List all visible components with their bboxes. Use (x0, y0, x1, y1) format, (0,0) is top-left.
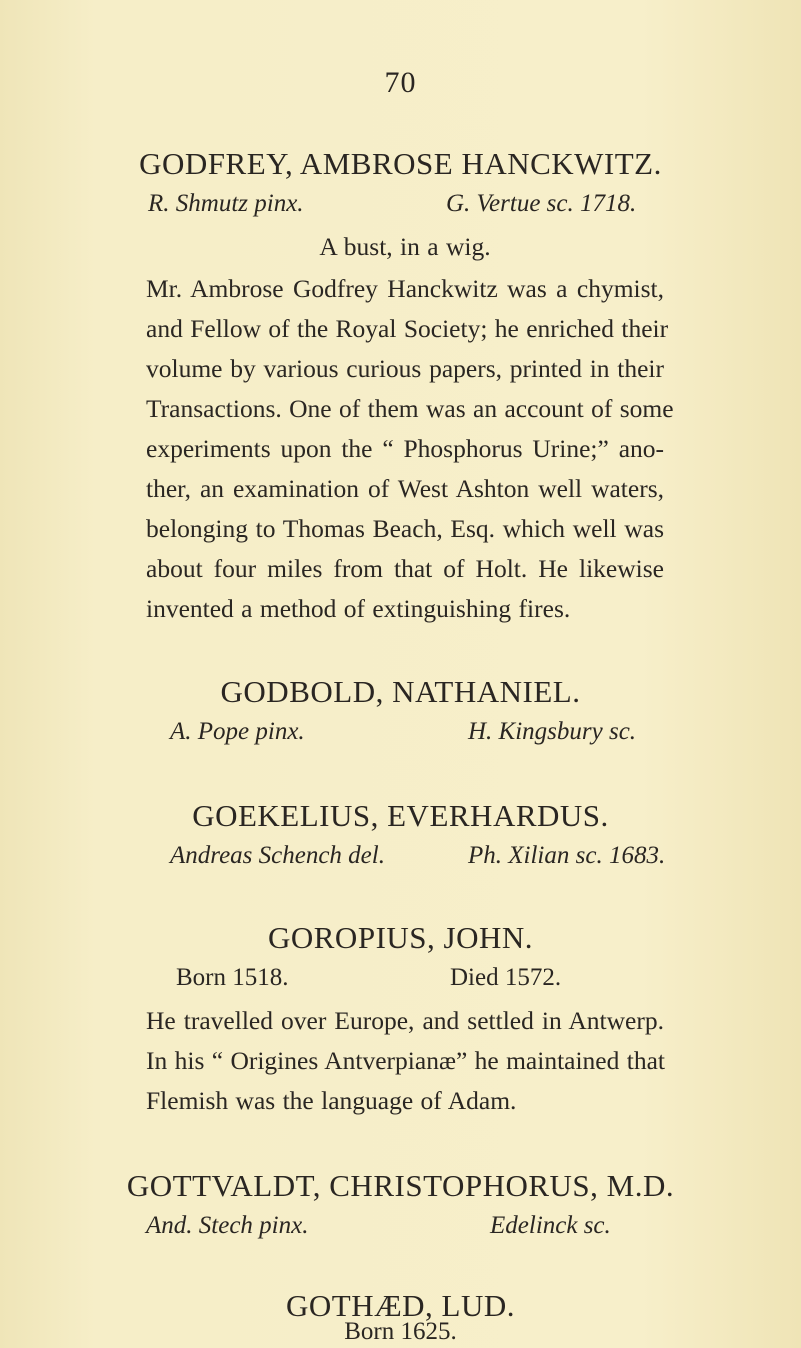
entry-heading-gothaed: GOTHÆD, LUD. (285, 1288, 515, 1323)
entry-credits-godfrey (148, 190, 668, 220)
entry-heading-gottvaldt: GOTTVALDT, CHRISTOPHORUS, M.D. (126, 1168, 675, 1203)
entry-dates-goropius (176, 964, 666, 994)
entry-text-line: In his “ Origines Antverpianæ” he maintained that (146, 1046, 665, 1075)
entry-text-line: ther, an examination of West Ashton well waters, (146, 474, 664, 503)
entry-text-line: volume by various curious papers, printed in their (146, 354, 664, 383)
painter-credit: Andreas Schench del. (170, 842, 385, 869)
entry-heading-godfrey: GODFREY, AMBROSE HANCKWITZ. (139, 146, 662, 181)
entry-text-line: Transactions. One of them was an account of some (146, 394, 674, 423)
engraver-credit: Edelinck sc. (490, 1212, 611, 1239)
entry-text-line: Mr. Ambrose Godfrey Hanckwitz was a chymist, (146, 274, 664, 303)
painter-credit: And. Stech pinx. (146, 1212, 309, 1239)
engraver-credit: G. Vertue sc. 1718. (446, 190, 637, 217)
painter-credit: R. Shmutz pinx. (148, 190, 304, 217)
entry-text-line: He travelled over Europe, and settled in Antwerp. (146, 1006, 664, 1035)
entry-credits-goekelius (170, 842, 670, 872)
entry-credits-gottvaldt (146, 1212, 676, 1242)
entry-text-line: Flemish was the language of Adam. (146, 1086, 517, 1115)
entry-heading-godbold: GODBOLD, NATHANIEL. (220, 674, 581, 709)
entry-heading-goekelius: GOEKELIUS, EVERHARDUS. (192, 798, 609, 833)
page-number: 70 (384, 66, 417, 99)
entry-text-line: about four miles from that of Holt. He likewise (146, 554, 664, 583)
entry-credits-godbold (170, 718, 670, 748)
entry-text-line: experiments upon the “ Phosphorus Urine;” ano- (146, 434, 664, 463)
entry-heading-goropius: GOROPIUS, JOHN. (267, 920, 533, 955)
engraver-credit: Ph. Xilian sc. 1683. (468, 842, 666, 869)
engraver-credit: H. Kingsbury sc. (468, 718, 637, 745)
entry-text-line: invented a method of extinguishing fires. (146, 594, 571, 623)
died-date: Died 1572. (450, 964, 562, 991)
entry-text-line: and Fellow of the Royal Society; he enriched their (146, 314, 669, 343)
entry-text-line: belonging to Thomas Beach, Esq. which well was (146, 514, 664, 543)
entry-text-line: A bust, in a wig. (319, 232, 491, 261)
painter-credit: A. Pope pinx. (170, 718, 305, 745)
born-date: Born 1625. (344, 1318, 457, 1345)
born-date: Born 1518. (176, 964, 289, 991)
